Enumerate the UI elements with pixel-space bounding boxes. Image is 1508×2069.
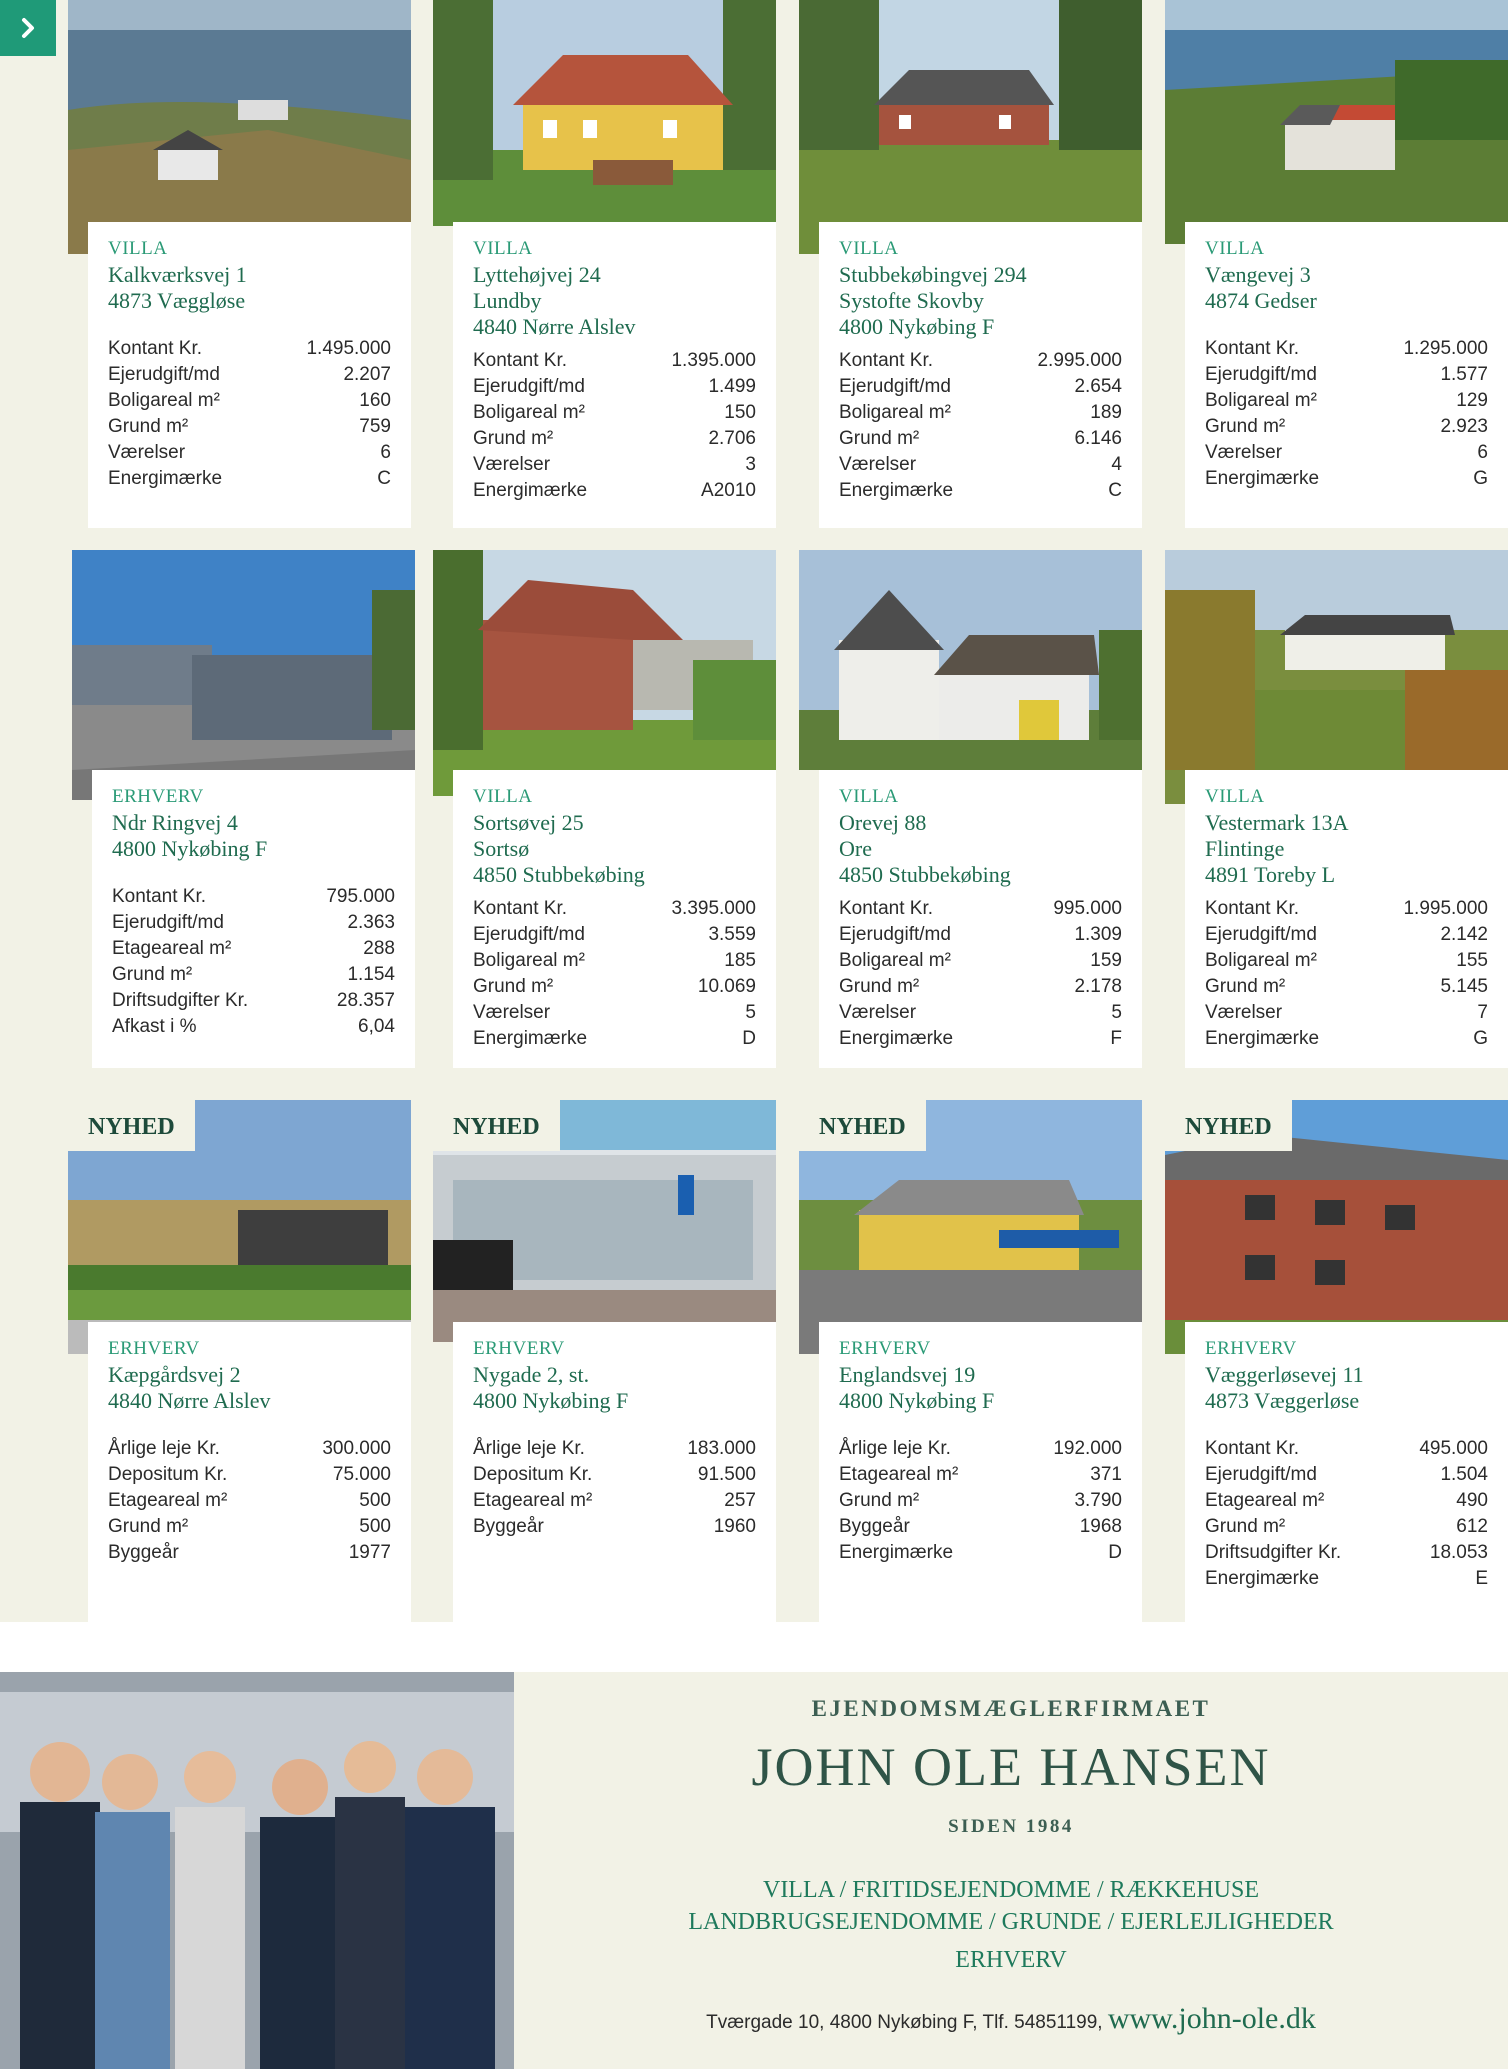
spec-value: 6 (380, 442, 391, 463)
spec-row (1205, 1462, 1488, 1488)
spec-value: D (742, 1028, 756, 1049)
spec-row (108, 1540, 391, 1566)
category-line: LANDBRUGSEJENDOMME / GRUNDE / EJERLEJLIGHEDER (688, 1909, 1334, 1935)
spec-row (839, 1026, 1122, 1052)
spec-key: Kontant Kr. (1205, 1438, 1300, 1459)
spec-row (1205, 414, 1488, 440)
spec-row (108, 466, 391, 492)
nyhed-badge: NYHED (799, 1100, 926, 1151)
spec-key: Energimærke (839, 1028, 954, 1049)
spec-key: Kontant Kr. (839, 350, 934, 371)
spec-value: 3 (745, 454, 756, 475)
spec-row (473, 1000, 756, 1026)
spec-key: Driftsudgifter Kr. (1205, 1542, 1342, 1563)
spec-list (839, 348, 1122, 504)
spec-key: Etageareal m² (112, 938, 232, 959)
spec-row (1205, 362, 1488, 388)
spec-row (839, 1540, 1122, 1566)
address-line: Vængevej 3 (1205, 262, 1311, 287)
spec-row (473, 400, 756, 426)
spec-value: 6.146 (1074, 428, 1122, 449)
spec-row (1205, 336, 1488, 362)
spec-value: 189 (1090, 402, 1122, 423)
spec-key: Boligareal m² (473, 950, 585, 971)
spec-row (473, 974, 756, 1000)
spec-key: Depositum Kr. (108, 1464, 228, 1485)
spec-value: 2.207 (343, 364, 391, 385)
spec-list (1205, 896, 1488, 1052)
property-photo (433, 0, 776, 226)
spec-key: Boligareal m² (839, 402, 951, 423)
spec-value: 159 (1090, 950, 1122, 971)
spec-row (473, 478, 756, 504)
listing-info (88, 222, 411, 528)
spec-value: A2010 (701, 480, 756, 501)
address-line: Englandsvej 19 (839, 1362, 976, 1387)
address-line: 4874 Gedser (1205, 288, 1317, 313)
spec-row (108, 1514, 391, 1540)
spec-value: 500 (359, 1516, 391, 1537)
spec-value: 2.142 (1440, 924, 1488, 945)
spec-key: Kontant Kr. (1205, 898, 1300, 919)
spec-key: Energimærke (839, 480, 954, 501)
spec-row (839, 1000, 1122, 1026)
spec-value: 183.000 (687, 1438, 756, 1459)
spec-value: 500 (359, 1490, 391, 1511)
property-type: ERHVERV (108, 1338, 200, 1359)
address-line: Kalkværksvej 1 (108, 262, 247, 287)
listing-info (453, 770, 776, 1068)
spec-key: Værelser (839, 454, 917, 475)
spec-value: F (1110, 1028, 1122, 1049)
address-line: 4850 Stubbekøbing (839, 862, 1011, 887)
spec-value: 257 (724, 1490, 756, 1511)
spec-row (112, 884, 395, 910)
spec-row (108, 1488, 391, 1514)
spec-value: 2.363 (347, 912, 395, 933)
spec-value: 129 (1456, 390, 1488, 411)
spec-row (1205, 922, 1488, 948)
address-line: 4850 Stubbekøbing (473, 862, 645, 887)
spec-row (473, 922, 756, 948)
next-page-button[interactable] (0, 0, 56, 56)
spec-row (108, 362, 391, 388)
spec-key: Ejerudgift/md (839, 924, 951, 945)
address-line: Lundby (473, 288, 542, 313)
spec-key: Energimærke (1205, 1028, 1320, 1049)
spec-row (108, 388, 391, 414)
firm-label: EJENDOMSMÆGLERFIRMAET (811, 1696, 1211, 1721)
spec-key: Årlige leje Kr. (473, 1438, 585, 1459)
spec-value: D (1108, 1542, 1122, 1563)
spec-value: E (1475, 1568, 1488, 1589)
spec-key: Byggeår (839, 1516, 910, 1537)
address-line: Vestermark 13A (1205, 810, 1349, 835)
spec-value: 1.309 (1074, 924, 1122, 945)
address-line: Orevej 88 (839, 810, 927, 835)
spec-key: Kontant Kr. (839, 898, 934, 919)
spec-list (112, 884, 395, 1040)
spec-value: 1.995.000 (1403, 898, 1488, 919)
listing-info (819, 770, 1142, 1068)
spec-key: Grund m² (108, 1516, 189, 1537)
listing-info (1185, 1322, 1508, 1622)
address-line: 4891 Toreby L (1205, 862, 1336, 887)
spec-key: Kontant Kr. (108, 338, 203, 359)
spec-row (1205, 1436, 1488, 1462)
spec-key: Boligareal m² (839, 950, 951, 971)
listing-info (1185, 222, 1508, 528)
property-type: ERHVERV (112, 786, 204, 807)
spec-list (473, 348, 756, 504)
spec-row (839, 400, 1122, 426)
spec-value: 995.000 (1053, 898, 1122, 919)
spec-row (108, 336, 391, 362)
spec-key: Energimærke (473, 480, 588, 501)
address-line: Sortsø (473, 836, 530, 861)
category-line: VILLA / FRITIDSEJENDOMME / RÆKKEHUSE (762, 1877, 1259, 1903)
spec-row (839, 922, 1122, 948)
spec-value: 155 (1456, 950, 1488, 971)
spec-key: Grund m² (1205, 1516, 1286, 1537)
spec-key: Grund m² (1205, 416, 1286, 437)
spec-list (839, 1436, 1122, 1566)
firm-info (514, 1672, 1508, 2069)
spec-value: 1.577 (1440, 364, 1488, 385)
address-line: 4800 Nykøbing F (839, 1388, 995, 1413)
spec-key: Driftsudgifter Kr. (112, 990, 249, 1011)
spec-key: Kontant Kr. (1205, 338, 1300, 359)
spec-row (839, 974, 1122, 1000)
spec-row (473, 1026, 756, 1052)
spec-key: Ejerudgift/md (108, 364, 220, 385)
spec-row (108, 440, 391, 466)
spec-key: Afkast i % (112, 1016, 197, 1037)
property-type: VILLA (108, 238, 168, 259)
spec-row (112, 1014, 395, 1040)
address-line: 4873 Væggløse (108, 288, 246, 313)
spec-row (1205, 948, 1488, 974)
spec-value: 300.000 (322, 1438, 391, 1459)
property-type: ERHVERV (473, 1338, 565, 1359)
spec-value: 150 (724, 402, 756, 423)
property-type: VILLA (473, 238, 533, 259)
property-type: VILLA (839, 786, 899, 807)
property-photo (1165, 550, 1508, 804)
spec-value: 2.995.000 (1037, 350, 1122, 371)
spec-row (473, 1436, 756, 1462)
listing-info (1185, 770, 1508, 1068)
chevron-right-icon (17, 17, 39, 39)
spec-list (473, 896, 756, 1052)
property-photo (68, 0, 411, 254)
property-photo (433, 550, 776, 796)
property-photo (72, 550, 415, 800)
spec-value: 1977 (348, 1542, 391, 1563)
spec-value: 5.145 (1440, 976, 1488, 997)
spec-key: Ejerudgift/md (839, 376, 951, 397)
property-type: VILLA (473, 786, 533, 807)
firm-categories (514, 1874, 1508, 1976)
spec-value: 2.923 (1440, 416, 1488, 437)
spec-value: 10.069 (697, 976, 756, 997)
spec-key: Værelser (1205, 1002, 1283, 1023)
spec-key: Grund m² (839, 976, 920, 997)
address-line: Ndr Ringvej 4 (112, 810, 238, 835)
spec-row (473, 1462, 756, 1488)
spec-key: Ejerudgift/md (1205, 364, 1317, 385)
address-line: Stubbekøbingvej 294 (839, 262, 1027, 287)
spec-row (1205, 1566, 1488, 1592)
spec-row (1205, 1000, 1488, 1026)
spec-value: 3.790 (1074, 1490, 1122, 1511)
spec-value: 1.295.000 (1403, 338, 1488, 359)
spec-row (473, 948, 756, 974)
spec-key: Energimærke (473, 1028, 588, 1049)
spec-value: C (377, 468, 391, 489)
listing-info (88, 1322, 411, 1622)
address-line: 4840 Nørre Alslev (108, 1388, 271, 1413)
property-photo (799, 550, 1142, 770)
listing-info (453, 1322, 776, 1622)
spec-value: 6 (1477, 442, 1488, 463)
address-line: Systofte Skovby (839, 288, 984, 313)
spec-value: 4 (1111, 454, 1122, 475)
nyhed-badge: NYHED (433, 1100, 560, 1151)
spec-row (473, 348, 756, 374)
spec-value: 5 (1111, 1002, 1122, 1023)
spec-key: Grund m² (839, 428, 920, 449)
property-type: VILLA (1205, 786, 1265, 807)
spec-row (1205, 440, 1488, 466)
spec-key: Ejerudgift/md (473, 376, 585, 397)
spec-value: 371 (1090, 1464, 1122, 1485)
team-photo (0, 1672, 514, 2069)
spec-key: Boligareal m² (1205, 390, 1317, 411)
firm-address: Tværgade 10, 4800 Nykøbing F, Tlf. 54851199, (706, 2012, 1103, 2033)
spec-key: Etageareal m² (1205, 1490, 1325, 1511)
spec-key: Grund m² (473, 976, 554, 997)
spec-value: 192.000 (1053, 1438, 1122, 1459)
spec-list (108, 336, 391, 492)
spec-key: Kontant Kr. (473, 898, 568, 919)
property-type: ERHVERV (839, 1338, 931, 1359)
spec-key: Årlige leje Kr. (108, 1438, 220, 1459)
spec-key: Værelser (839, 1002, 917, 1023)
address-line: Kæpgårdsvej 2 (108, 1362, 241, 1387)
spec-value: 1.395.000 (671, 350, 756, 371)
spec-key: Grund m² (1205, 976, 1286, 997)
spec-row (839, 478, 1122, 504)
spec-row (1205, 896, 1488, 922)
spec-row (112, 988, 395, 1014)
spec-value: 7 (1477, 1002, 1488, 1023)
address-line: Nygade 2, st. (473, 1362, 590, 1387)
spec-key: Energimærke (1205, 1568, 1320, 1589)
spec-list (1205, 1436, 1488, 1592)
spec-value: 1.495.000 (306, 338, 391, 359)
address-line: Lyttehøjvej 24 (473, 262, 601, 287)
spec-row (839, 1436, 1122, 1462)
spec-list (1205, 336, 1488, 492)
spec-value: 3.559 (708, 924, 756, 945)
address-line: Sortsøvej 25 (473, 810, 584, 835)
website-link[interactable]: www.john-ole.dk (1107, 2002, 1316, 2035)
property-type: VILLA (1205, 238, 1265, 259)
spec-key: Ejerudgift/md (473, 924, 585, 945)
firm-name: JOHN OLE HANSEN (751, 1737, 1271, 1797)
spec-value: C (1108, 480, 1122, 501)
property-photo (799, 0, 1142, 254)
spec-value: 495.000 (1419, 1438, 1488, 1459)
spec-value: 6,04 (358, 1016, 395, 1037)
spec-key: Depositum Kr. (473, 1464, 593, 1485)
listing-info (819, 1322, 1142, 1622)
spec-key: Grund m² (473, 428, 554, 449)
address-line: 4800 Nykøbing F (473, 1388, 629, 1413)
spec-value: 1968 (1079, 1516, 1122, 1537)
spec-key: Ejerudgift/md (1205, 1464, 1317, 1485)
spec-value: 2.706 (708, 428, 756, 449)
spec-row (839, 1462, 1122, 1488)
spec-row (473, 426, 756, 452)
spec-key: Kontant Kr. (473, 350, 568, 371)
spec-value: 1.504 (1440, 1464, 1488, 1485)
spec-list (839, 896, 1122, 1052)
listing-info (92, 770, 415, 1068)
spec-row (839, 426, 1122, 452)
spec-value: 185 (724, 950, 756, 971)
spec-value: 490 (1456, 1490, 1488, 1511)
spec-row (839, 1514, 1122, 1540)
spec-value: G (1473, 468, 1488, 489)
property-photo (1165, 0, 1508, 244)
spec-key: Boligareal m² (1205, 950, 1317, 971)
spec-value: 18.053 (1429, 1542, 1488, 1563)
spec-row (839, 452, 1122, 478)
spec-value: 28.357 (336, 990, 395, 1011)
spec-key: Grund m² (112, 964, 193, 985)
spec-row (473, 1488, 756, 1514)
spec-value: 3.395.000 (671, 898, 756, 919)
address-line: Væggerløsevej 11 (1205, 1362, 1364, 1387)
spec-key: Byggeår (108, 1542, 179, 1563)
footer-spacer (0, 1622, 1508, 1672)
spec-row (839, 948, 1122, 974)
spec-value: 2.178 (1074, 976, 1122, 997)
spec-value: 2.654 (1074, 376, 1122, 397)
firm-since: SIDEN 1984 (948, 1816, 1074, 1837)
spec-value: 91.500 (697, 1464, 756, 1485)
spec-row (1205, 466, 1488, 492)
spec-row (1205, 1540, 1488, 1566)
spec-key: Energimærke (108, 468, 223, 489)
spec-row (839, 896, 1122, 922)
spec-row (839, 1488, 1122, 1514)
spec-key: Grund m² (839, 1490, 920, 1511)
spec-row (839, 348, 1122, 374)
address-line: 4840 Nørre Alslev (473, 314, 636, 339)
spec-row (112, 910, 395, 936)
listing-info (819, 222, 1142, 528)
spec-row (1205, 388, 1488, 414)
spec-key: Kontant Kr. (112, 886, 207, 907)
spec-key: Værelser (473, 1002, 551, 1023)
spec-row (839, 374, 1122, 400)
category-line: ERHVERV (955, 1947, 1067, 1973)
spec-value: 759 (359, 416, 391, 437)
listing-info (453, 222, 776, 528)
spec-value: 288 (363, 938, 395, 959)
spec-key: Energimærke (1205, 468, 1320, 489)
spec-key: Årlige leje Kr. (839, 1438, 951, 1459)
spec-value: G (1473, 1028, 1488, 1049)
nyhed-badge: NYHED (68, 1100, 195, 1151)
spec-row (112, 962, 395, 988)
spec-list (473, 1436, 756, 1540)
address-line: 4873 Væggerløse (1205, 1388, 1360, 1413)
spec-key: Byggeår (473, 1516, 544, 1537)
spec-row (473, 1514, 756, 1540)
spec-key: Ejerudgift/md (1205, 924, 1317, 945)
spec-value: 795.000 (326, 886, 395, 907)
spec-key: Etageareal m² (473, 1490, 593, 1511)
spec-row (108, 1462, 391, 1488)
spec-value: 1960 (713, 1516, 756, 1537)
spec-key: Boligareal m² (108, 390, 220, 411)
spec-key: Værelser (1205, 442, 1283, 463)
address-line: 4800 Nykøbing F (112, 836, 268, 861)
spec-value: 5 (745, 1002, 756, 1023)
spec-row (108, 1436, 391, 1462)
spec-row (1205, 1026, 1488, 1052)
spec-key: Energimærke (839, 1542, 954, 1563)
property-type: ERHVERV (1205, 1338, 1297, 1359)
address-line: Flintinge (1205, 836, 1285, 861)
spec-row (473, 896, 756, 922)
spec-row (473, 374, 756, 400)
spec-key: Værelser (108, 442, 186, 463)
spec-value: 75.000 (332, 1464, 391, 1485)
spec-key: Etageareal m² (108, 1490, 228, 1511)
spec-value: 1.154 (347, 964, 395, 985)
spec-key: Grund m² (108, 416, 189, 437)
spec-row (108, 414, 391, 440)
spec-row (1205, 1488, 1488, 1514)
spec-value: 1.499 (708, 376, 756, 397)
spec-key: Etageareal m² (839, 1464, 959, 1485)
spec-row (473, 452, 756, 478)
spec-value: 160 (359, 390, 391, 411)
spec-row (1205, 974, 1488, 1000)
spec-value: 612 (1456, 1516, 1488, 1537)
nyhed-badge: NYHED (1165, 1100, 1292, 1151)
spec-list (108, 1436, 391, 1566)
spec-key: Værelser (473, 454, 551, 475)
spec-row (112, 936, 395, 962)
address-line: Ore (839, 836, 872, 861)
spec-row (1205, 1514, 1488, 1540)
spec-key: Ejerudgift/md (112, 912, 224, 933)
property-type: VILLA (839, 238, 899, 259)
firm-contact (514, 2002, 1508, 2036)
address-line: 4800 Nykøbing F (839, 314, 995, 339)
spec-key: Boligareal m² (473, 402, 585, 423)
